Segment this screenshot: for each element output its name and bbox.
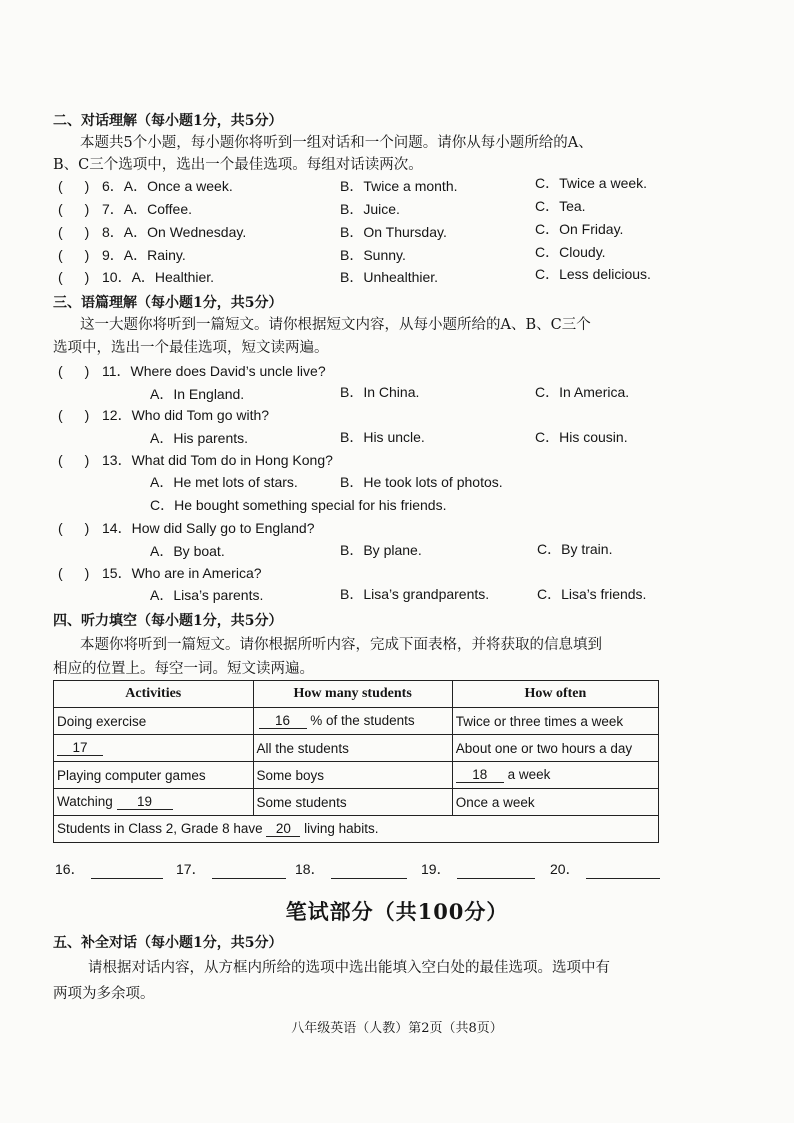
question-10: [58, 268, 214, 286]
question-number: 6．: [102, 178, 124, 194]
answer-blank[interactable]: [212, 860, 286, 879]
q12-option-a: A．His parents.: [150, 430, 249, 446]
q10-option-b: B．Unhealthier.: [340, 269, 439, 285]
section4-heading: 四、听力填空（每小题1分，共5分）: [53, 613, 283, 629]
answer-blank[interactable]: [91, 860, 163, 879]
answer-paren: ( ): [58, 407, 90, 423]
answer-paren: ( ): [58, 247, 90, 263]
cell-text: Students in Class 2, Grade 8 have: [57, 821, 263, 836]
cell-text: % of the students: [310, 713, 415, 728]
option-a: A．Healthier.: [131, 269, 215, 285]
section5-heading: 五、补全对话（每小题1分，共5分）: [53, 935, 283, 951]
answer-20: [550, 860, 660, 879]
section4-intro-line2: 相应的位置上。每空一词。短文读两遍。: [53, 661, 314, 677]
question-text: Who did Tom go with?: [131, 407, 270, 423]
q9-option-c: C．Cloudy.: [535, 244, 606, 260]
answer-paren: ( ): [58, 565, 90, 581]
answer-number: 17．: [176, 861, 206, 877]
option-a: A．On Wednesday.: [123, 224, 247, 240]
header-activities: Activities: [54, 681, 254, 708]
q15-option-b: B．Lisa’s grandparents.: [340, 586, 490, 602]
section4-intro-line1: 本题你将听到一篇短文。请你根据所听内容，完成下面表格，并将获取的信息填到: [80, 637, 602, 653]
section5-intro-line2: 两项为多余项。: [53, 986, 155, 1002]
table-cell: Twice or three times a week: [452, 708, 658, 735]
table-cell: Some students: [253, 789, 452, 816]
table-cell: About one or two hours a day: [452, 735, 658, 762]
q14-option-a: A．By boat.: [150, 543, 225, 559]
table-cell: [54, 735, 254, 762]
page-footer: 八年级英语（人教）第2页（共8页）: [291, 1021, 503, 1036]
q6-option-c: C．Twice a week.: [535, 175, 648, 191]
written-part-title: 笔试部分（共100分）: [285, 899, 509, 924]
question-number: 14．: [102, 520, 132, 536]
blank-20: 20: [266, 821, 300, 837]
table-cell-summary: [54, 816, 659, 843]
table-cell: Once a week: [452, 789, 658, 816]
question-9: [58, 246, 186, 264]
table-header-row: [54, 681, 659, 708]
blank-18: 18: [456, 767, 504, 783]
table-row: [54, 708, 659, 735]
q12-option-c: C．His cousin.: [535, 429, 628, 445]
q10-option-c: C．Less delicious.: [535, 266, 651, 282]
q11-option-a: A．In England.: [150, 386, 245, 402]
section2-intro-line2: B、C三个选项中，选出一个最佳选项。每组对话读两次。: [53, 157, 423, 173]
answer-paren: ( ): [58, 201, 90, 217]
q13-option-a: A．He met lots of stars.: [150, 474, 298, 490]
question-text: Where does David’s uncle live?: [130, 363, 326, 379]
table-row: [54, 816, 659, 843]
q8-option-b: B．On Thursday.: [340, 224, 447, 240]
table-cell: [253, 708, 452, 735]
header-how-often: How often: [452, 681, 658, 708]
answer-paren: ( ): [58, 452, 90, 468]
answer-paren: ( ): [58, 269, 90, 285]
q15-option-c: C．Lisa’s friends.: [537, 586, 647, 602]
answer-paren: ( ): [58, 520, 90, 536]
question-text: How did Sally go to England?: [131, 520, 315, 536]
answer-blank[interactable]: [586, 860, 660, 879]
table-row: [54, 762, 659, 789]
answer-19: [421, 860, 535, 879]
question-13: [58, 451, 333, 469]
table-cell: Playing computer games: [54, 762, 254, 789]
cell-text: living habits.: [304, 821, 379, 836]
answer-18: [295, 860, 407, 879]
question-number: 12．: [102, 407, 132, 423]
q7-option-b: B．Juice.: [340, 201, 400, 217]
table-cell: [452, 762, 658, 789]
section3-intro-line1: 这一大题你将听到一篇短文。请你根据短文内容，从每小题所给的A、B、C三个: [80, 317, 591, 333]
q15-option-a: A．Lisa’s parents.: [150, 587, 264, 603]
question-text: What did Tom do in Hong Kong?: [131, 452, 333, 468]
question-number: 7．: [102, 201, 124, 217]
table-row: [54, 789, 659, 816]
answer-number: 19．: [421, 861, 451, 877]
q11-option-c: C．In America.: [535, 384, 630, 400]
section2-intro-line1: 本题共5个小题，每小题你将听到一组对话和一个问题。请你从每小题所给的A、: [80, 135, 593, 151]
table-row: [54, 735, 659, 762]
table-cell: Doing exercise: [54, 708, 254, 735]
option-a: A．Rainy.: [123, 247, 186, 263]
blank-17: 17: [57, 740, 103, 756]
question-number: 11．: [102, 363, 131, 379]
question-15: [58, 564, 262, 582]
question-12: [58, 406, 269, 424]
section3-heading: 三、语篇理解（每小题1分，共5分）: [53, 295, 283, 311]
table-cell: Some boys: [253, 762, 452, 789]
answer-16: [55, 860, 163, 879]
question-11: [58, 362, 326, 380]
question-number: 13．: [102, 452, 132, 468]
question-number: 8．: [102, 224, 124, 240]
q6-option-b: B．Twice a month.: [340, 178, 458, 194]
question-6: [58, 177, 233, 195]
q14-option-b: B．By plane.: [340, 542, 422, 558]
table-cell: [54, 789, 254, 816]
answer-number: 18．: [295, 861, 325, 877]
blank-16: 16: [259, 713, 307, 729]
answer-number: 20．: [550, 861, 580, 877]
q9-option-b: B．Sunny.: [340, 247, 406, 263]
question-number: 10．: [102, 269, 132, 285]
question-7: [58, 200, 192, 218]
answer-blank[interactable]: [331, 860, 407, 879]
answer-paren: ( ): [58, 178, 90, 194]
section5-intro-line1: 请根据对话内容，从方框内所给的选项中选出能填入空白处的最佳选项。选项中有: [88, 960, 610, 976]
option-a: A．Coffee.: [123, 201, 193, 217]
q13-option-b: B．He took lots of photos.: [340, 474, 503, 490]
answer-paren: ( ): [58, 224, 90, 240]
question-text: Who are in America?: [131, 565, 262, 581]
cell-text: Watching: [57, 794, 113, 809]
question-8: [58, 223, 246, 241]
q11-option-b: B．In China.: [340, 384, 420, 400]
section3-intro-line2: 选项中，选出一个最佳选项，短文读两遍。: [53, 340, 329, 356]
cell-text: a week: [507, 767, 551, 782]
answer-paren: ( ): [58, 363, 90, 379]
question-14: [58, 519, 314, 537]
listening-table: [53, 680, 659, 843]
answer-blank[interactable]: [457, 860, 535, 879]
question-number: 15．: [102, 565, 132, 581]
q8-option-c: C．On Friday.: [535, 221, 624, 237]
q7-option-c: C．Tea.: [535, 198, 586, 214]
table-cell: All the students: [253, 735, 452, 762]
q14-option-c: C．By train.: [537, 541, 613, 557]
answer-number: 16．: [55, 861, 85, 877]
q12-option-b: B．His uncle.: [340, 429, 425, 445]
answer-17: [176, 860, 286, 879]
section2-heading: 二、对话理解（每小题1分，共5分）: [53, 113, 283, 129]
question-number: 9．: [102, 247, 124, 263]
option-a: A．Once a week.: [123, 178, 233, 194]
header-how-many: How many students: [253, 681, 452, 708]
q13-option-c: C．He bought something special for his friends.: [150, 497, 447, 513]
blank-19: 19: [117, 794, 173, 810]
